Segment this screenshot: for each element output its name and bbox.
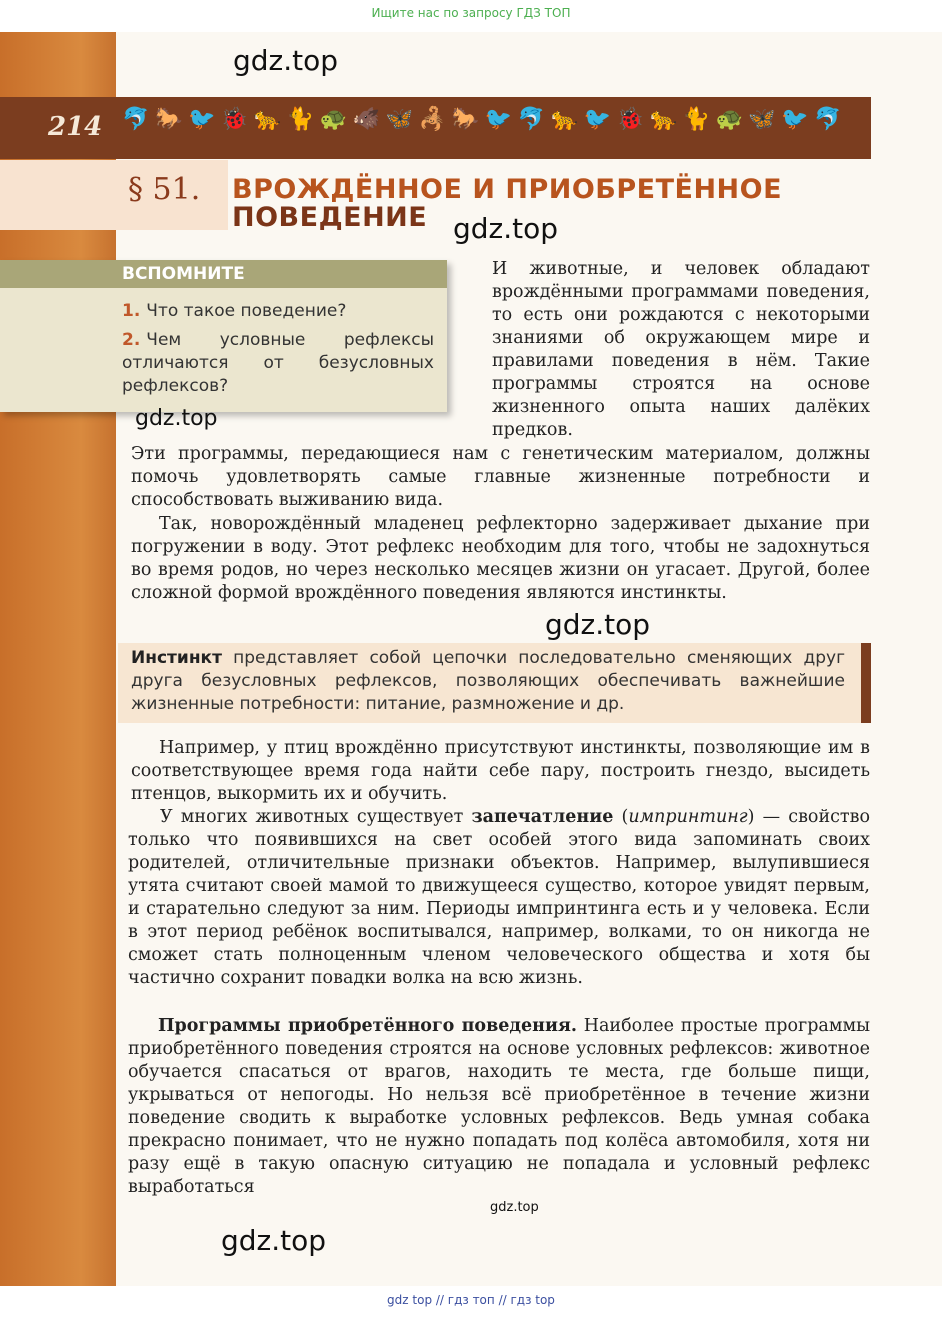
paragraph-acquired [128, 1015, 870, 1199]
definition-text [131, 647, 845, 716]
question-1-text: Что такое поведение? [146, 301, 347, 321]
animal-icon: 🦋 [385, 106, 414, 132]
animal-icon: 🦂 [418, 106, 447, 132]
page-number: 214 [48, 112, 103, 142]
watermark: gdz.top [221, 1224, 327, 1257]
animal-icon: 🐎 [154, 106, 183, 132]
question-1 [122, 300, 434, 323]
watermark: gdz.top [233, 44, 339, 77]
remember-box [0, 260, 447, 412]
animal-icon: 🐦 [781, 106, 809, 132]
watermark: gdz.top [453, 212, 559, 245]
watermark: gdz.top [135, 406, 218, 431]
section-title-line1: ВРОЖДЁННОЕ И ПРИОБРЕТЁННОЕ [232, 174, 783, 205]
animal-icon: 🐢 [319, 106, 348, 132]
animal-icon: 🐆 [550, 106, 578, 132]
animal-icon: 🐞 [616, 106, 644, 132]
animal-icon: 🐎 [451, 106, 480, 132]
question-1-number: 1. [122, 301, 141, 321]
animal-icon: 🐬 [517, 106, 546, 132]
paragraph-birds: Например, у птиц врождённо присутствуют инстинкты, позволяющие им в соответствующее время года найти себе пару, построить гнездо, высидеть птенцов, выкормить их и обучить. [131, 738, 870, 804]
acquired-body: Наиболее простые программы приобретённого поведения строятся на основе условных рефлексов: животное обучается спасаться от врагов, находить те места, где больше пищи, укрываться от непогоды. Но нельзя всё приобретённое в течение жизни поведение сводить к выработке условных рефлексов. Ведь умная собака прекрасно понимает, что не нужно попадать под колёса автомобиля, хотя ни разу ещё в такую опасную ситуацию не попадала и условный рефлекс выработаться [128, 1016, 870, 1197]
question-2 [122, 329, 434, 398]
section-number: § 51. [128, 172, 201, 207]
imprinting-term-alt: импринтинг [628, 807, 748, 827]
definition-accent-bar [861, 643, 871, 723]
watermark: gdz.top [490, 1200, 539, 1215]
definition-body: представляет собой цепочки последовательно сменяющих друг друга безусловных рефлексов, позволяющих обеспечивать важнейшие жизненные потребности: питание, размножение и др. [131, 648, 845, 714]
animal-icon: 🦋 [748, 106, 776, 132]
intro-continuation: Эти программы, передающиеся нам с генетическим материалом, должны помочь удовлетворять самые главные жизненные потребности и способствовать выживанию вида. [131, 444, 870, 510]
animal-icon: 🐈 [682, 106, 710, 132]
imprinting-body: ) — свойство только что появившихся на свет особей этого вида запоминать своих родителей, отличительные признаки объектов. Например, вылупившиеся утята считают своей мамой то движущееся существо, которое увидят первым, и старательно следуют за ним. Периоды импринтинга есть и у человека. Если в этот период ребёнок воспитывался, например, волками, то он никогда не сможет стать полноценным членом человеческого общества и хотя бы частично сохранит повадки волка на всю жизнь. [128, 807, 870, 988]
animal-icon: 🐞 [220, 106, 249, 132]
animal-icon: 🐦 [583, 106, 611, 132]
animal-icon: 🐈 [286, 106, 315, 132]
animal-icon: 🐦 [484, 106, 513, 132]
definition-term: Инстинкт [131, 648, 222, 668]
paragraph-imprinting [128, 806, 870, 990]
question-2-text: Чем условные рефлексы отличаются от безусловных рефлексов? [122, 330, 434, 396]
animal-icon: 🐢 [715, 106, 743, 132]
paragraph-newborn: Так, новорождённый младенец рефлекторно задерживает дыхание при погружении в воду. Этот рефлекс необходим для того, чтобы не задохнуться во время родов, но через несколько месяцев жизни он угасает. Другой, более сложной формой врождённого поведения являются инстинкты. [131, 514, 870, 603]
watermark: gdz.top [545, 608, 651, 641]
imprinting-term: запечатление [471, 807, 614, 827]
intro-side-paragraph: И животные, и человек обладают врождёнными программами поведения, то есть они рождаются с некоторыми знаниями об окружающем мире и правилами поведения в нём. Такие программы строятся на основе жизненного опыта наших далёких предков. [492, 259, 870, 440]
imprinting-paren-open: ( [613, 807, 629, 827]
animal-icon: 🐆 [649, 106, 677, 132]
question-2-number: 2. [122, 330, 141, 350]
animal-icon: 🐬 [814, 106, 842, 132]
animal-silhouettes-strip [122, 104, 842, 134]
remember-heading-bar [0, 260, 447, 288]
animal-icon: 🐗 [352, 106, 381, 132]
animal-icon: 🐬 [122, 106, 150, 132]
remember-heading: ВСПОМНИТЕ [122, 264, 245, 284]
imprinting-lead: У многих животных существует [160, 807, 472, 827]
acquired-term: Программы приобретённого поведения. [158, 1016, 577, 1036]
animal-icon: 🐆 [253, 106, 282, 132]
bottom-links[interactable]: gdz top // гдз топ // гдз top [387, 1293, 555, 1307]
animal-icon: 🐦 [187, 106, 216, 132]
top-promo-link[interactable]: Ищите нас по запросу ГДЗ ТОП [371, 6, 571, 20]
section-title-line2: ПОВЕДЕНИЕ [232, 202, 428, 233]
